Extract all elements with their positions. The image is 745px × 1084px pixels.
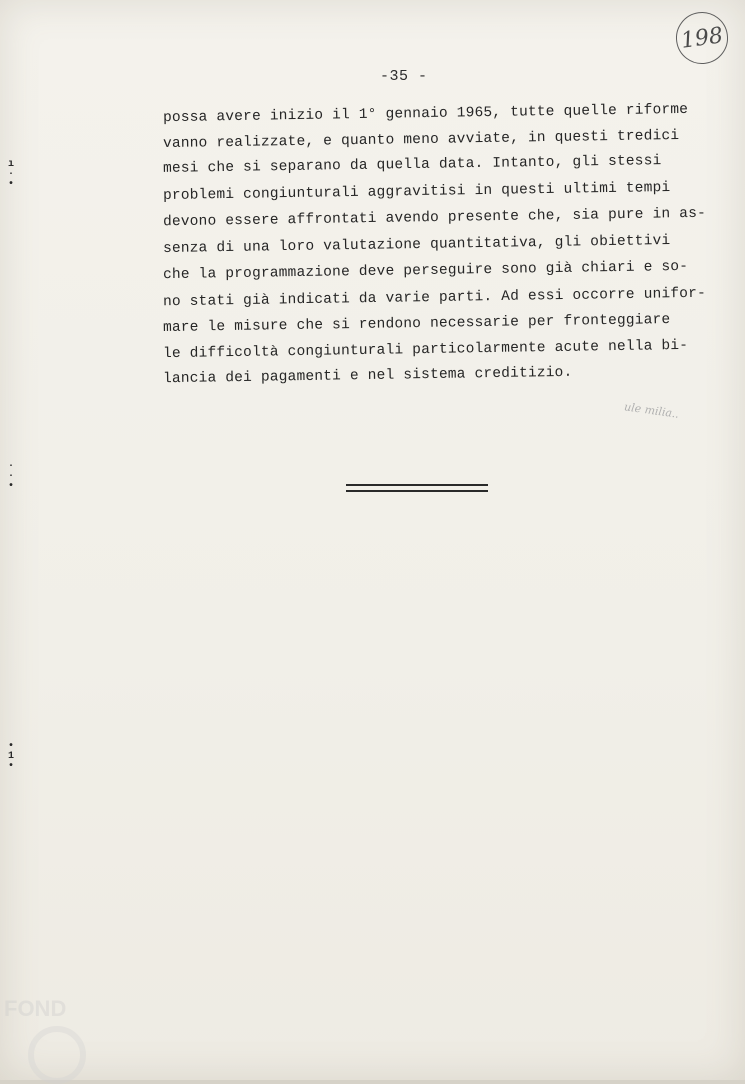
rule-line bbox=[346, 484, 488, 486]
text-line: vanno realizzate, e quanto meno avviate, in questi tredici bbox=[162, 127, 680, 153]
page-number: -35 - bbox=[380, 68, 428, 85]
text-line: problemi congiunturali aggravitisi in questi ultimi tempi bbox=[162, 180, 671, 204]
text-line: le difficoltà congiunturali particolarmente acute nella bi- bbox=[162, 337, 689, 363]
text-line: senza di una loro valutazione quantitativa, gli obiettivi bbox=[162, 233, 671, 257]
text-line: possa avere inizio il 1° gennaio 1965, tutte quelle riforme bbox=[162, 101, 689, 127]
handwritten-note: ule milia.. bbox=[623, 400, 680, 421]
text-line: mare le misure che si rendono necessarie per fronteggiare bbox=[162, 312, 671, 336]
text-line: devono essere affrontati avendo presente che, sia pure in as- bbox=[162, 205, 707, 231]
punch-mark: ı · • bbox=[8, 159, 15, 190]
archive-watermark: FOND bbox=[4, 996, 67, 1021]
text-line: no stati già indicati da varie parti. Ad essi occorre unifor- bbox=[162, 285, 707, 311]
text-line: che la programmazione deve perseguire sono già chiari e so- bbox=[162, 258, 689, 284]
text-line: mesi che si separano da quella data. Intanto, gli stessi bbox=[162, 153, 662, 177]
watermark-logo bbox=[28, 1026, 86, 1084]
text-line: lancia dei pagamenti e nel sistema creditizio. bbox=[162, 364, 573, 388]
end-of-text-rule bbox=[346, 484, 488, 496]
punch-mark: • 1 • bbox=[8, 741, 15, 772]
punch-mark: · · • bbox=[8, 461, 15, 492]
archive-stamp: 198 bbox=[673, 9, 732, 68]
rule-line bbox=[346, 490, 488, 492]
